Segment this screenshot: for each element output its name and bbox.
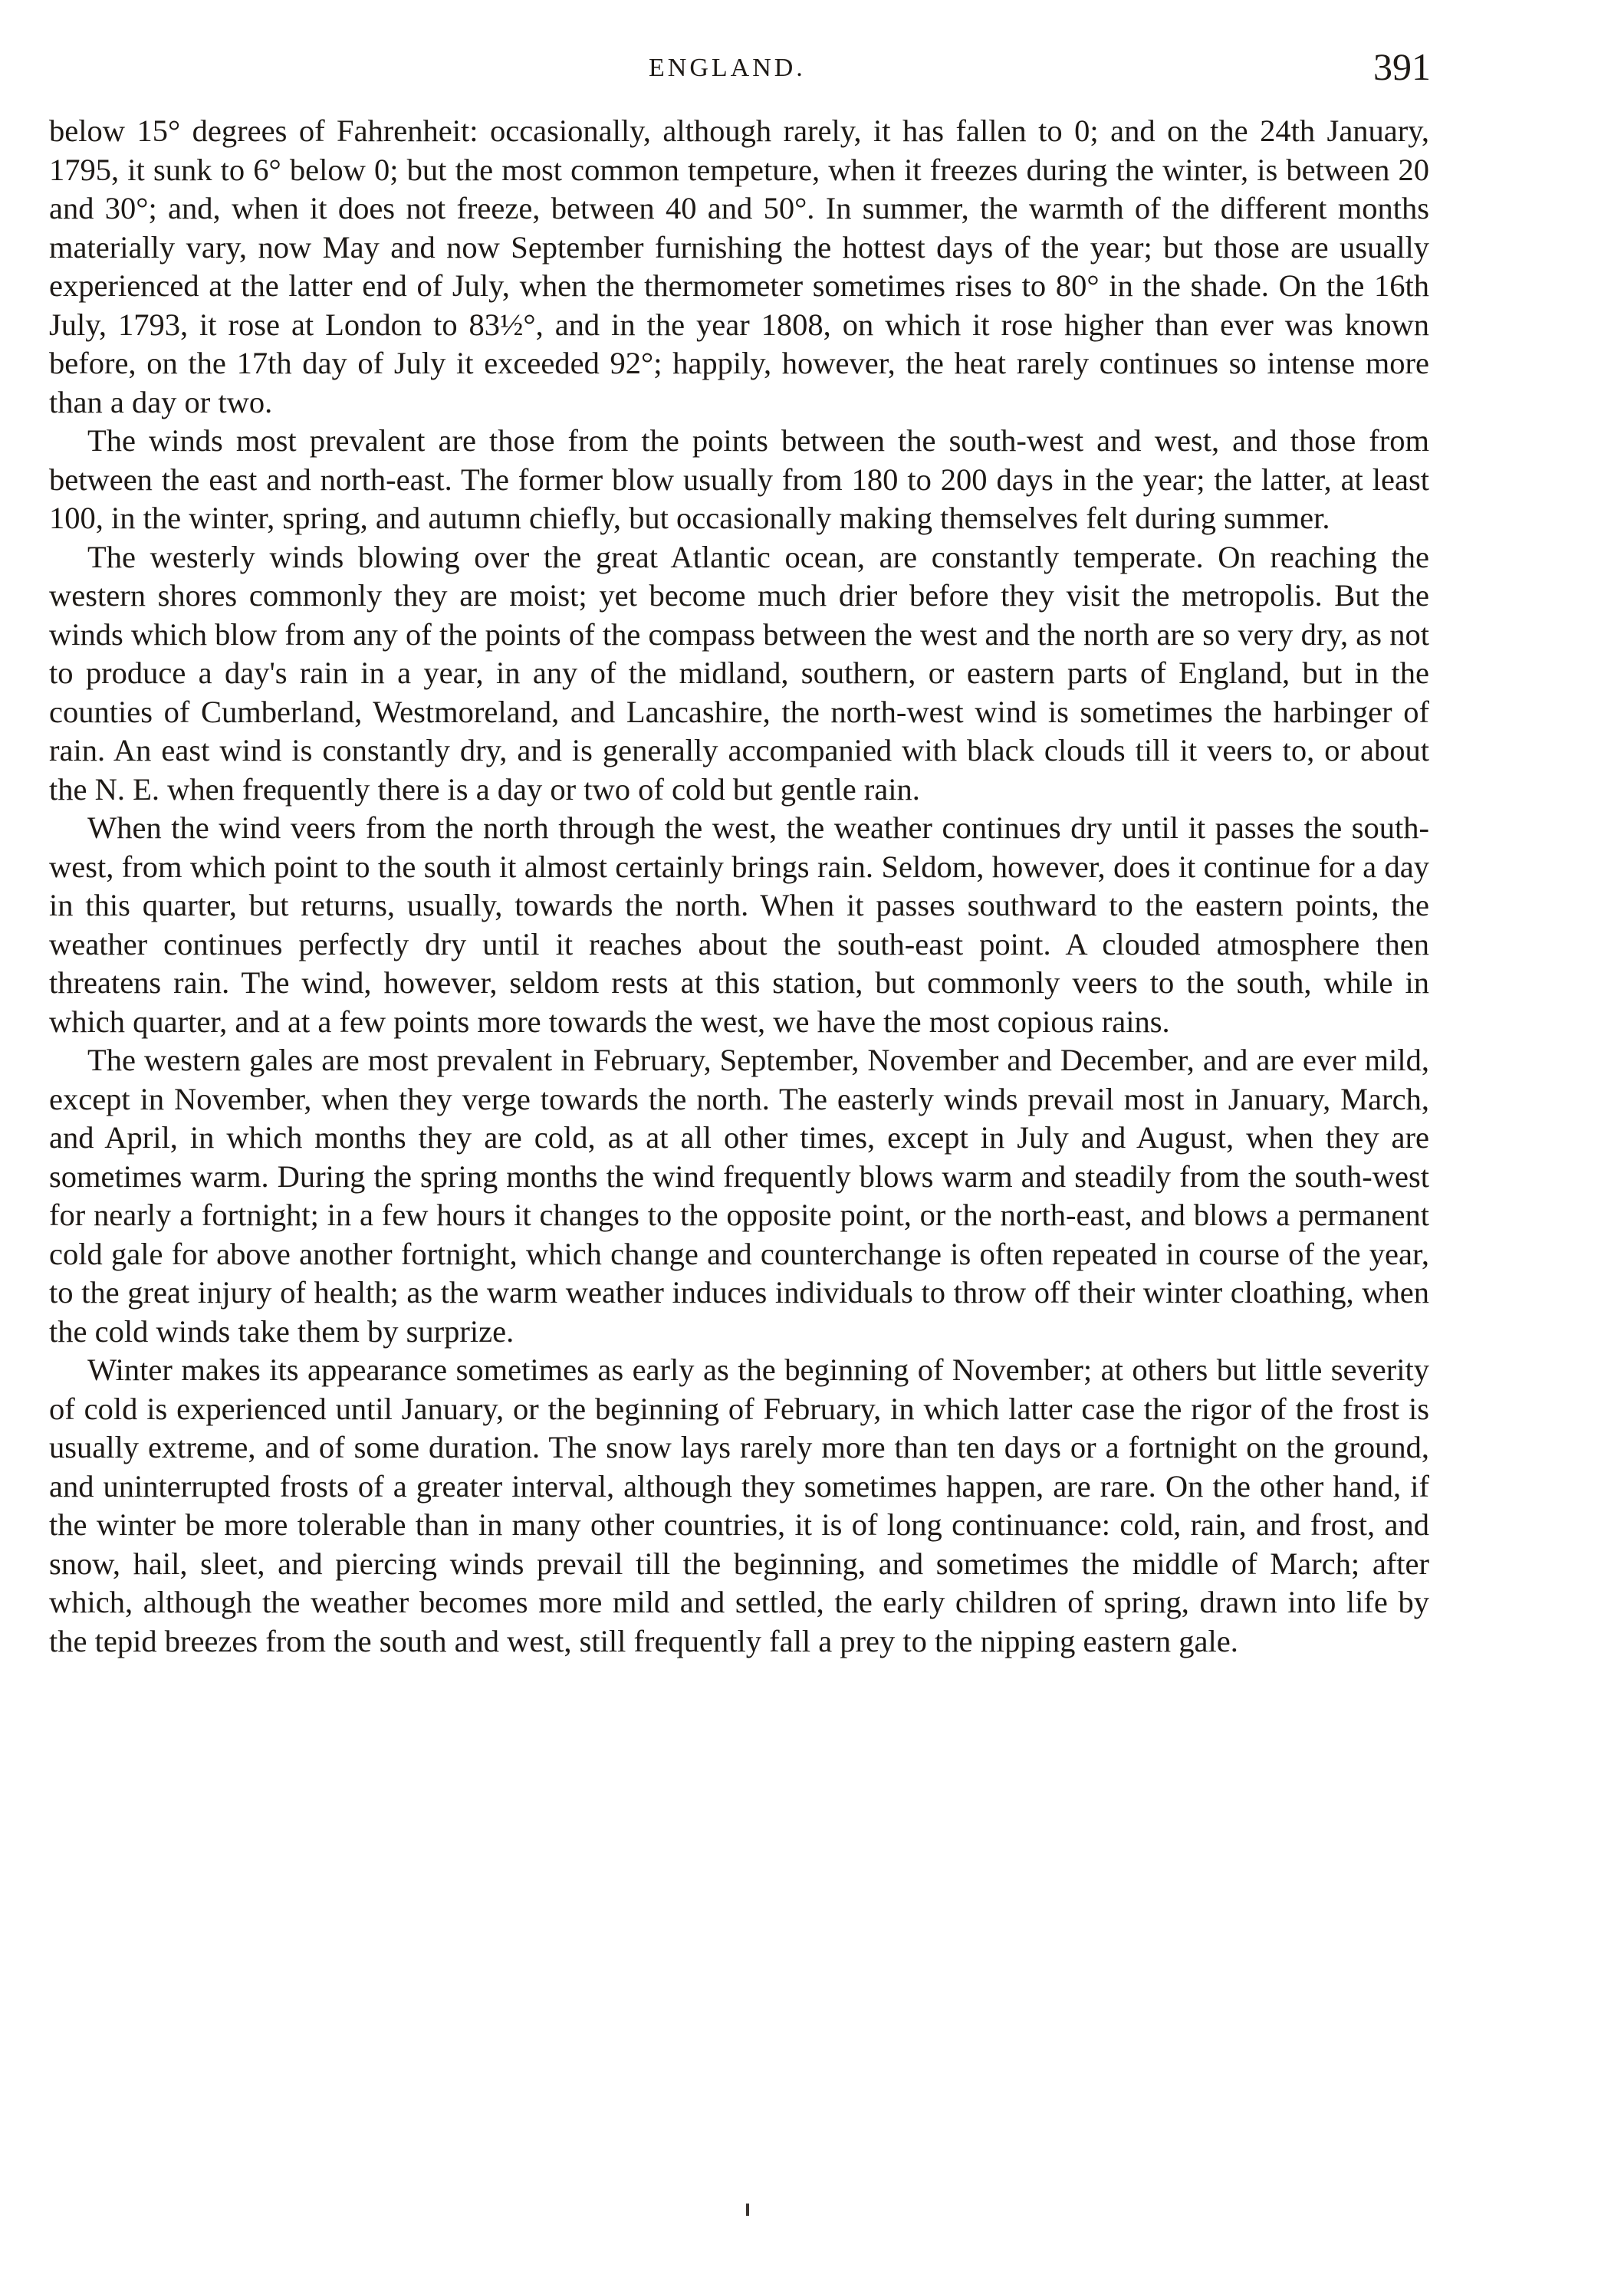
page-number: 391 [1373,45,1431,88]
ink-speck [746,2204,749,2216]
paragraph-wind-veering: When the wind veers from the north through the west, the weather continues dry until it passes the south-west, from which point to the south it almost certainly brings rain. Seldom, however, does it continue for a day in this quarter, but returns, usually, towards the north. When it passes southward to the eastern points, the weather continues perfectly dry until it reaches about the south-east point. A clouded atmosphere then threatens rain. The wind, however, seldom rests at this station, but commonly veers to the south, while in which quarter, and at a few points more towards the west, we have the most copious rains. [49,810,1429,1039]
paragraph-western-gales: The western gales are most prevalent in February, September, November and December, and are ever mild, except in November, when they verge towards the north. The easterly winds prevail most in January, March, and April, in which months they are cold, as at all other times, except in July and August, when they are sometimes warm. During the spring months the wind frequently blows warm and steadily from the south-west for nearly a fortnight; in a few hours it changes to the opposite point, or the north-east, and blows a permanent cold gale for above another fortnight, which change and counterchange is often repeated in course of the year, to the great injury of health; as the warm weather induces individuals to throw off their winter cloathing, when the cold winds take them by surprize. [49,1043,1429,1349]
paragraph-temperature: below 15° degrees of Fahrenheit: occasionally, although rarely, it has fallen to 0; and on the 24th January, 1795, it sunk to 6° below 0; but the most common tempeture, when it freezes during the winter, is between 20 and 30°; and, when it does not freeze, between 40 and 50°. In summer, the warmth of the different months materially vary, now May and now September furnishing the hottest days of the year; but those are usually experienced at the latter end of July, when the thermometer sometimes rises to 80° in the shade. On the 16th July, 1793, it rose at London to 83½°, and in the year 1808, on which it rose higher than ever was known before, on the 17th day of July it exceeded 92°; happily, however, the heat rarely continues so intense more than a day or two. [49,113,1429,419]
paragraph-winter: Winter makes its appearance sometimes as early as the beginning of November; at others but little severity of cold is experienced until January, or the beginning of February, in which latter case the rigor of the frost is usually extreme, and of some duration. The snow lays rarely more than ten days or a fortnight on the ground, and uninterrupted frosts of a greater interval, although they sometimes happen, are rare. On the other hand, if the winter be more tolerable than in many other countries, it is of long continuance: cold, rain, and frost, and snow, hail, sleet, and piercing winds prevail till the beginning, and sometimes the middle of March; after which, although the weather becomes more mild and settled, the early children of spring, drawn into life by the tepid breezes from the south and west, still frequently fall a prey to the nipping eastern gale. [49,1352,1429,1658]
paragraph-westerly-winds: The westerly winds blowing over the great Atlantic ocean, are constantly temperate. On reaching the western shores commonly they are moist; yet become much drier before they visit the metropolis. But the winds which blow from any of the points of the compass between the west and the north are so very dry, as not to produce a day's rain in a year, in any of the midland, southern, or eastern parts of England, but in the counties of Cumberland, Westmoreland, and Lancashire, the north-west wind is sometimes the harbinger of rain. An east wind is constantly dry, and is generally accompanied with black clouds till it veers to, or about the N. E. when frequently there is a day or two of cold but gentle rain. [49,539,1429,807]
body-text [49,112,1429,1661]
paragraph-prevalent-winds: The winds most prevalent are those from the points between the south-west and west, and those from between the east and north-east. The former blow usually from 180 to 200 days in the year; the latter, at least 100, in the winter, spring, and autumn chiefly, but occasionally making themselves felt during summer. [49,423,1429,535]
running-head: ENGLAND. [649,54,806,82]
page-header [51,44,1431,90]
